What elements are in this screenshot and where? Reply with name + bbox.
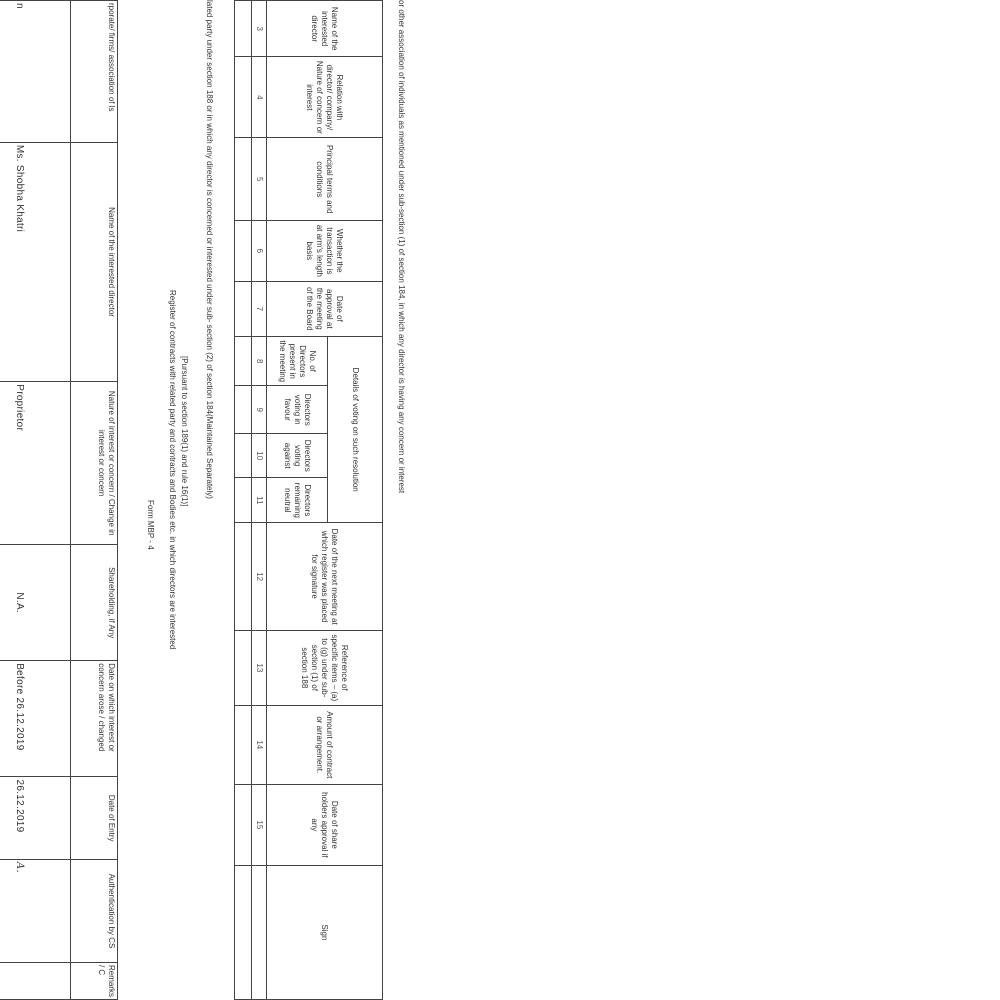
empty-cell [235,1,252,57]
header-against: Directors voting against [267,434,328,478]
cell-date-entry: 26.12.2019 [0,777,71,859]
empty-cell [235,138,252,221]
part2-heading: or other association of individuals as mentioned under sub-section (1) of section 184, in which any director is having any concern or interest [397,0,406,494]
column-number: 13 [252,630,267,705]
form-title: Register of contracts with related party and contracts and Bodies etc. in which directors are interested [168,290,177,650]
column-number: 4 [252,57,267,138]
cell-body-corporate: n [0,1,71,143]
column-number: 15 [252,784,267,865]
header-next-meeting: Date of the next meeting at which register was placed for signature [267,523,383,631]
column-number: 10 [252,434,267,478]
cell-cs-signature: A. [0,859,71,962]
director-interest-table [0,0,118,1000]
header-date-entry: Date of Entry [71,777,118,859]
header-reference: Reference of specific items – (a) to (g) under sub-section (1) of section 188 [267,630,383,705]
cell-date-arose: Before 26.12.2019 [0,661,71,777]
header-present: No. of Directors present in the meeting [267,337,328,386]
header-interested-director: Name of the interested director [71,142,118,381]
cell-interested-director: Ms. Shobha Khatri [0,142,71,381]
empty-cell [235,630,252,705]
header-voting-group: Details of voting on such resolution [328,337,383,523]
header-neutral: Directors remaining neutral [267,478,328,523]
header-favour: Directors voting in favour [267,386,328,434]
header-amount: Amount of contract or arrangement. [267,705,383,784]
column-number: 8 [252,337,267,386]
header-date-arose: Date on which interest or concern arose / changed [71,661,118,777]
column-number: 7 [252,281,267,337]
empty-cell [235,57,252,138]
column-number: 12 [252,523,267,631]
empty-cell [235,434,252,478]
column-number: 6 [252,221,267,281]
empty-cell [235,221,252,281]
empty-cell [235,478,252,523]
header-signature: Sign [267,865,383,999]
empty-cell [235,705,252,784]
header-shareholding: Shareholding, if Any [71,545,118,661]
empty-cell [235,281,252,337]
empty-cell [235,523,252,631]
form-subtitle: [Pursuant to section 189(1) and rule 16(1)] [180,356,189,507]
header-nature-of-interest: Nature of interest or concern / Change in interest or concern [71,382,118,545]
header-relation: Relation with director/ company/ Nature of concern or interest [267,57,383,138]
cell-nature-of-interest: Proprietor [0,382,71,545]
part1-heading: lated party under section 188 or in which any director is concerned or interested under sub- section (2) of section 184(Maintained Separately) [205,0,214,499]
empty-cell [235,337,252,386]
header-terms: Principal terms and conditions [267,138,383,221]
cell-shareholding: N.A. [0,545,71,661]
header-body-corporate: rporate/ firms/ association of ls [71,1,118,143]
header-remarks: Remarks / C [71,962,118,999]
column-number-blank [252,865,267,999]
cell-remarks [0,962,71,999]
column-number: 3 [252,1,267,57]
header-authentication: Authentication by CS [71,859,118,962]
header-approval-date: Date of approval at the meeting of the Board [267,281,383,337]
empty-cell [235,784,252,865]
header-name: Name of the interested director [267,1,383,57]
header-shareholder-approval: Date of share holders approval if any [267,784,383,865]
header-arms-length: Whether the transaction is at arm's length basis [267,221,383,281]
empty-cell [235,386,252,434]
column-number: 11 [252,478,267,523]
column-number: 14 [252,705,267,784]
related-party-table [234,0,383,1000]
column-number: 5 [252,138,267,221]
form-number: Form MBP - 4 [146,500,155,550]
column-number: 9 [252,386,267,434]
empty-cell [235,865,252,999]
